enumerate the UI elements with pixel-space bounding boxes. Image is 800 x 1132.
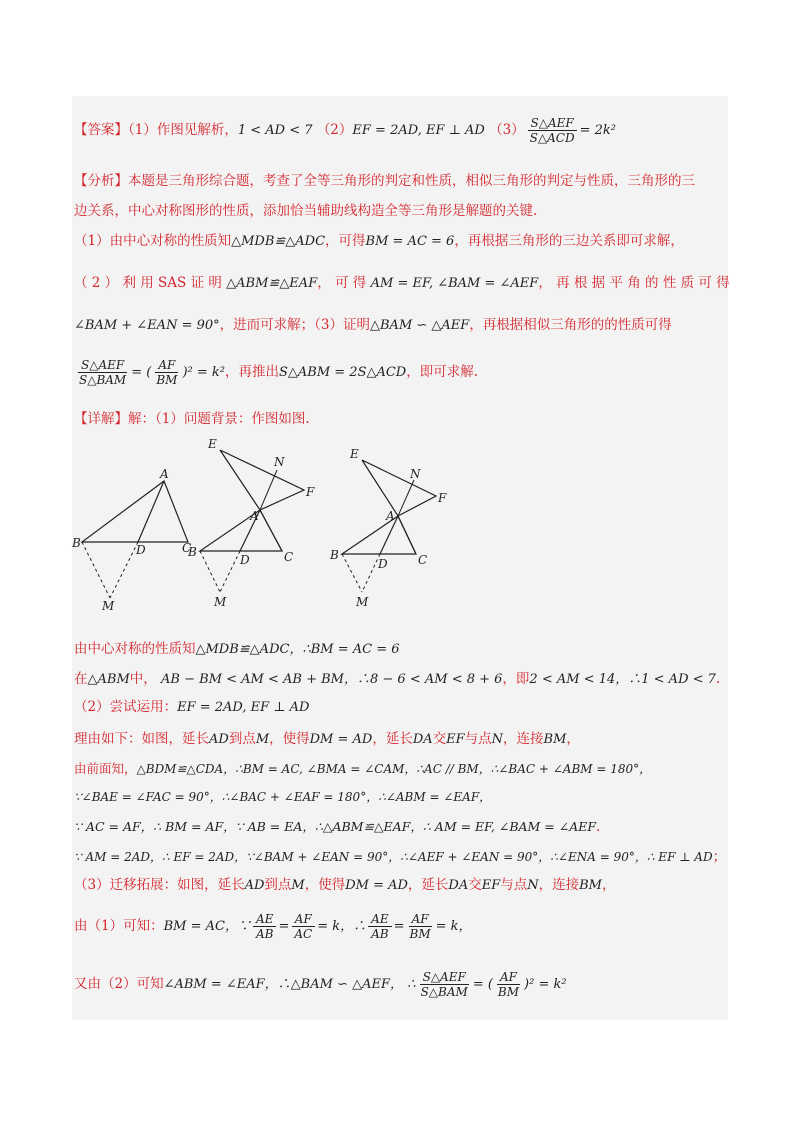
detail-s4m: AD [209,732,229,747]
analysis-l3m: △MDB≌△ADC [231,234,326,249]
detail-s4m4: DA [412,732,433,747]
fig3-label-a: A [386,509,395,523]
detail-s9m2: M [291,878,305,893]
analysis-l5b: ，再根据相似三角形的的性质可得 [469,317,672,333]
detail-s9a: （3）迁移拓展：如图，延长 [74,877,245,893]
detail-s4m3: DM = AD [309,732,373,747]
detail-s10-frac4-num: AF [409,912,432,927]
fig1-label-b: B [72,536,81,550]
detail-s1m: △MDB≌△ADC [195,642,290,657]
detail-s9m4: DA [448,878,469,893]
answer-line [74,116,616,145]
detail-s10c: ，∴ [340,919,367,934]
fig3-label-e: E [350,447,359,461]
fig2-label-n: N [274,455,285,469]
analysis-l3a: （1）由中心对称的性质知 [74,233,232,249]
fig1-label-m: M [102,599,115,613]
answer-math3: = 2k² [579,123,616,138]
detail-s1m2: ，∴BM = AC = 6 [289,642,400,657]
analysis-l6eq: = ( [131,365,152,380]
answer-math1: 1 < AD < 7 [237,123,313,138]
detail-s11-frac1-den: S△BAM [420,985,468,999]
analysis-l3m2: BM = AC = 6 [365,234,455,249]
detail-intro: 解：（1）问题背景：作图如图. [128,411,310,427]
detail-step9 [74,876,616,895]
analysis-line3 [74,232,684,251]
detail-s6m: ∵∠BAE = ∠FAC = 90°，∴∠BAC + ∠EAF = 180°，∴∠ABM = ∠EAF， [74,790,492,804]
fig3-label-c: C [418,553,428,567]
analysis-l4m2: AM = EF, ∠BAM = ∠AEF [370,276,539,291]
fig1-triangle-abc [82,481,188,542]
analysis-l3b: ，可得 [325,233,366,249]
detail-s4b: 到点 [228,731,256,747]
detail-step8 [74,848,726,866]
detail-tag: 【详解】 [74,411,128,427]
analysis-line1 [74,172,726,190]
detail-s9b: 到点 [264,877,292,893]
figure-1 [71,467,191,613]
detail-s11a: 又由（2）可知 [74,976,164,992]
analysis-frac2 [153,358,180,387]
detail-s8m: ∵ AM = 2AD，∴ EF = 2AD，∵∠BAM + ∠EAN = 90°，∴∠AEF + ∠EAN = 90°，∴∠ENA = 90°，∴ EF ⊥ AD [74,850,713,864]
analysis-l4b: ， 可 得 [317,275,367,291]
detail-s2m2: AB − BM < AM < AB + BM [161,672,344,687]
detail-s4a: 理由如下：如图，延长 [74,731,209,747]
answer-tag: 【答案】 [74,122,128,138]
detail-s9m5: EF [481,878,501,893]
detail-s9m3: DM = AD [345,878,408,893]
detail-s11-frac1 [418,970,471,999]
detail-s11-frac2-den: BM [497,985,520,999]
detail-s10-frac3-den: AB [371,927,389,941]
fig2-label-d: D [240,553,250,567]
detail-s9m7: BM [579,878,602,893]
fig2-label-m: M [214,595,227,609]
detail-s4d: ，延长 [372,731,413,747]
fig3-triangle-eaf [362,460,436,516]
analysis-l4m: △ABM≌△EAF [226,276,318,291]
detail-step6 [74,788,491,806]
analysis-frac2-num: AF [155,358,178,373]
figure-2 [187,437,315,609]
answer-fraction [527,116,578,145]
detail-s3a: （2）尝试运用： [74,699,178,715]
detail-s2b: 中， [129,671,157,687]
fig3-label-b: B [330,548,339,562]
detail-s11-frac2 [495,970,522,999]
detail-s11eq: = ( [472,977,493,992]
analysis-l5m2: △BAM ∽ △AEF [370,318,470,333]
detail-s2d: . [715,671,721,687]
fig3-segment-ac [398,516,416,554]
detail-step7 [74,818,600,836]
detail-s4g: ，连接 [503,731,544,747]
detail-s10-frac1-num: AE [253,912,276,927]
analysis-l4c: ， 再 根 据 平 角 的 性 质 可 得 [538,275,730,291]
fig2-triangle-abc [200,510,282,551]
detail-s10-frac2 [291,912,315,941]
detail-s4m5: EF [446,732,465,747]
analysis-tag: 【分析】 [74,173,128,189]
detail-s10-frac3 [368,912,391,941]
detail-s7m: ∵ AC = AF，∴ BM = AF，∵ AB = EA，∴△ABM≌△EAF，∴ AM = EF, ∠BAM = ∠AEF [74,819,597,834]
detail-s9g: ，连接 [538,877,580,893]
fig2-triangle-eaf [220,450,304,510]
detail-s4m7: BM [543,732,567,747]
detail-s10eq2: = k [317,919,341,934]
detail-s4e: 交 [432,731,447,747]
detail-s2m5: ，∴1 < AD < 7 [615,672,716,687]
detail-s9m6: N [527,878,539,893]
fig3-label-f: F [438,491,447,505]
detail-s9c: ，使得 [304,877,346,893]
detail-step5 [74,760,651,778]
detail-s2c: ，即 [502,671,530,687]
fig1-label-d: D [136,543,146,557]
detail-s4h: ， [566,731,580,747]
fig2-label-f: F [306,485,315,499]
detail-step1 [74,640,400,659]
fig2-label-e: E [208,437,217,451]
fig3-label-d: D [378,557,388,571]
detail-s9f: 与点 [500,877,528,893]
fig2-label-b: B [188,545,197,559]
detail-s10-frac2-den: AC [294,927,313,941]
detail-s10-frac1 [253,912,276,941]
fig1-label-a: A [160,467,169,481]
fig3-segment-bm [342,554,362,592]
detail-s1a: 由中心对称的性质知 [74,641,196,657]
answer-part2: （2） [316,122,353,138]
analysis-l5m: ∠BAM + ∠EAN = 90° [74,318,220,333]
detail-s3m: EF = 2AD, EF ⊥ AD [177,700,310,715]
detail-s10-frac2-num: AF [292,912,315,927]
detail-step11 [74,970,567,999]
detail-s10-frac4-den: BM [409,927,431,941]
detail-s9h: ， [602,877,616,893]
detail-s4m2: M [255,732,270,747]
analysis-line4 [74,274,730,293]
detail-s11eq2: )² = k² [524,977,567,992]
detail-header [74,410,310,428]
detail-s10eq1: = [278,919,290,934]
analysis-line2: 边关系，中心对称图形的性质，添加恰当辅助线构造全等三角形是解题的关键. [74,203,538,219]
figures [60,430,480,615]
detail-s11-frac2-num: AF [497,970,520,985]
analysis-frac2-den: BM [156,373,178,387]
fig2-segment-ac [260,510,282,551]
fig1-label-c: C [182,541,192,555]
answer-frac-num: S△AEF [528,116,577,131]
answer-math2: EF = 2AD, EF ⊥ AD [352,123,485,138]
detail-s7d: . [596,819,601,835]
detail-s10m: BM = AC [163,919,225,934]
detail-s9d: ，延长 [407,877,449,893]
fig2-segment-dm [220,551,240,592]
analysis-line6 [74,358,478,387]
detail-s9e: 交 [468,877,482,893]
fig1-segment-dm [110,542,138,598]
fig2-label-a: A [250,509,259,523]
analysis-line5 [74,316,672,335]
analysis-text1: 本题是三角形综合题，考查了全等三角形的判定和性质，相似三角形的判定与性质，三角形的三 [128,173,695,189]
fig3-segment-an [398,480,414,516]
detail-step2 [74,670,720,689]
detail-s4m6: N [491,732,504,747]
analysis-l3c: ，再根据三角形的三边关系即可求解， [454,233,684,249]
answer-part3: （3） [489,122,525,138]
detail-s10-frac1-den: AB [255,927,274,941]
detail-step10 [74,912,472,941]
detail-s10e: ， [458,919,472,934]
answer-frac-den: S△ACD [529,131,575,145]
fig2-segment-bm [200,551,220,592]
fig3-label-m: M [356,595,369,609]
fig3-triangle-abc [342,516,416,554]
detail-s10eq4: = k [435,919,459,934]
detail-s9m: AD [244,878,265,893]
answer-part1: （1）作图见解析， [128,122,238,138]
detail-s4f: 与点 [464,731,492,747]
detail-s10eq3: = [393,919,405,934]
detail-s2a: 在 [74,671,88,687]
detail-s5m: △BDM≌△CDA，∴BM = AC, ∠BMA = ∠CAM，∴AC // BM，∴∠BAC + ∠ABM = 180°， [136,762,652,776]
analysis-l6m: S△ABM = 2S△ACD [278,365,407,380]
analysis-frac1-den: S△BAM [79,373,127,387]
detail-s10-frac3-num: AE [368,912,391,927]
detail-s10-frac4 [407,912,434,941]
fig1-segment-bm [82,542,110,598]
analysis-l6eq2: )² = k² [182,365,225,380]
detail-step3 [74,698,309,717]
analysis-l6a: ，再推出 [224,364,279,380]
fig3-label-n: N [410,467,421,481]
figure-3 [329,447,447,609]
analysis-l4a: （ 2 ） 利 用 SAS 证 明 [74,275,222,291]
detail-s10b: ，∵ [224,919,251,934]
detail-s4c: ，使得 [269,731,310,747]
analysis-l5a: ，进而可求解；（3）证明 [219,317,370,333]
detail-s5a: 由前面知， [74,761,137,776]
analysis-frac1-num: S△AEF [78,358,127,373]
detail-s2m3: ，∴8 − 6 < AM < 8 + 6 [344,672,503,687]
analysis-frac1 [76,358,129,387]
detail-s11-frac1-num: S△AEF [420,970,469,985]
detail-step4 [74,730,580,749]
detail-s11b: ∴ [407,977,416,992]
detail-s10a: 由（1）可知： [74,918,164,934]
detail-s11m: ∠ABM = ∠EAF，∴△BAM ∽ △AEF， [163,977,403,992]
detail-s2m4: 2 < AM < 14 [529,672,616,687]
fig2-label-c: C [284,550,294,564]
analysis-l6b: ，即可求解. [406,364,479,380]
detail-s8d: ； [712,849,727,865]
detail-s2m: △ABM [87,672,130,687]
